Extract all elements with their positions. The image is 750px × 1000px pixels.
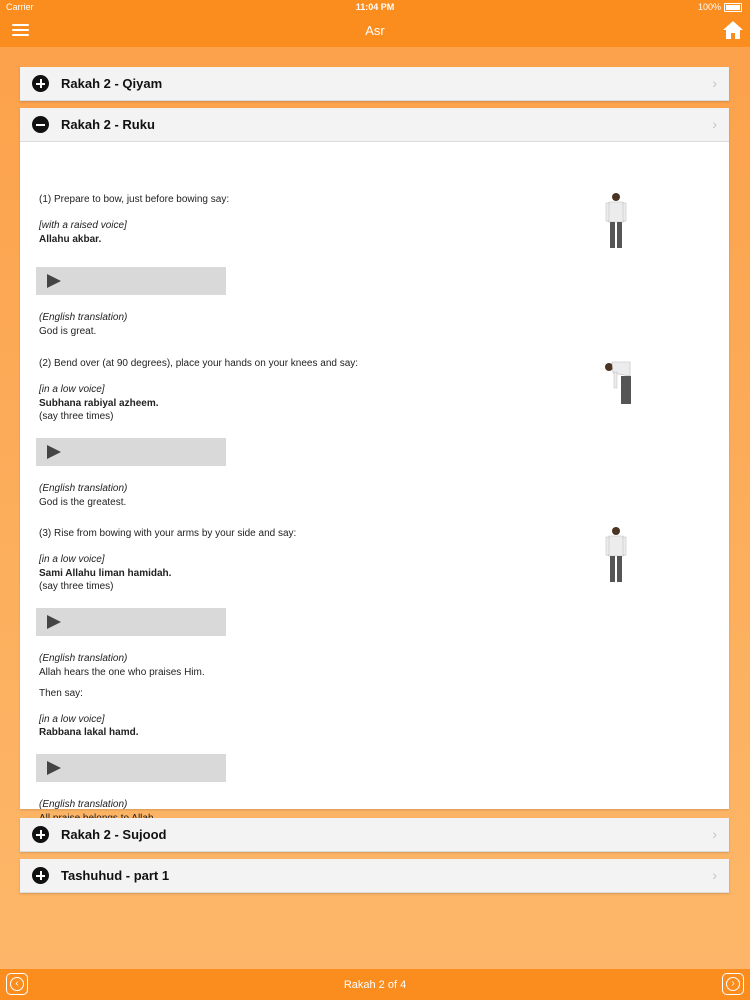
carrier-label: Carrier [6, 2, 34, 12]
section-title: Rakah 2 - Qiyam [61, 76, 163, 91]
home-icon[interactable] [722, 19, 744, 41]
translation-label: (English translation) [39, 483, 128, 494]
voice-note: [with a raised voice] [39, 220, 127, 231]
step-instruction: (3) Rise from bowing with your arms by your side and say: [39, 528, 297, 539]
audio-player[interactable] [36, 438, 226, 466]
repeat-note: (say three times) [39, 581, 114, 592]
page-indicator: Rakah 2 of 4 [343, 979, 407, 991]
section-qiyam [20, 67, 729, 101]
standing-figure-icon [604, 526, 628, 586]
arabic-phrase: Subhana rabiyal azheem. [39, 398, 159, 409]
chevron-right-icon: › [712, 867, 717, 883]
section-tashuhud [20, 859, 729, 893]
step-instruction: Then say: [39, 688, 83, 699]
translation-label: (English translation) [39, 799, 128, 810]
play-icon[interactable] [47, 274, 61, 288]
section-content [20, 142, 729, 809]
audio-player[interactable] [36, 608, 226, 636]
arabic-phrase: Rabbana lakal hamd. [39, 727, 139, 738]
expand-plus-icon [32, 75, 49, 92]
section-title: Rakah 2 - Ruku [61, 117, 155, 132]
chevron-right-icon: › [712, 75, 717, 91]
standing-figure-icon [604, 192, 628, 252]
chevron-right-icon: › [726, 977, 740, 991]
section-header-tashuhud[interactable] [20, 859, 729, 893]
play-icon[interactable] [47, 761, 61, 775]
battery-indicator [698, 2, 742, 12]
step-instruction: (1) Prepare to bow, just before bowing say: [39, 194, 230, 205]
status-bar [0, 0, 750, 14]
page-title: Asr [365, 23, 385, 38]
section-sujood [20, 818, 729, 852]
clock: 11:04 PM [355, 2, 395, 12]
next-button[interactable] [722, 973, 744, 995]
voice-note: [in a low voice] [39, 714, 105, 725]
chevron-right-icon: › [712, 116, 717, 132]
section-header-qiyam[interactable] [20, 67, 729, 101]
section-header-ruku[interactable] [20, 108, 729, 142]
repeat-note: (say three times) [39, 411, 114, 422]
arabic-phrase: Allahu akbar. [39, 234, 102, 245]
footer-bar [0, 969, 750, 1000]
audio-player[interactable] [36, 267, 226, 295]
section-title: Rakah 2 - Sujood [61, 827, 167, 842]
section-header-sujood[interactable] [20, 818, 729, 852]
step-instruction: (2) Bend over (at 90 degrees), place your hands on your knees and say: [39, 358, 359, 369]
collapse-minus-icon [32, 116, 49, 133]
arabic-phrase: Sami Allahu liman hamidah. [39, 568, 172, 579]
translation-label: (English translation) [39, 653, 128, 664]
bowing-figure-icon [604, 356, 634, 408]
translation-text: God is great. [39, 326, 97, 337]
expand-plus-icon [32, 826, 49, 843]
play-icon[interactable] [47, 445, 61, 459]
translation-label: (English translation) [39, 312, 128, 323]
voice-note: [in a low voice] [39, 384, 105, 395]
chevron-right-icon: › [712, 826, 717, 842]
expand-plus-icon [32, 867, 49, 884]
nav-bar [0, 14, 750, 47]
battery-percent: 100% [697, 2, 721, 12]
chevron-left-icon: ‹ [10, 977, 24, 991]
voice-note: [in a low voice] [39, 554, 105, 565]
section-title: Tashuhud - part 1 [61, 868, 170, 883]
play-icon[interactable] [47, 615, 61, 629]
translation-text: God is the greatest. [39, 497, 127, 508]
translation-text: Allah hears the one who praises Him. [39, 667, 205, 678]
audio-player[interactable] [36, 754, 226, 782]
battery-icon [724, 3, 742, 12]
section-ruku [20, 108, 729, 809]
